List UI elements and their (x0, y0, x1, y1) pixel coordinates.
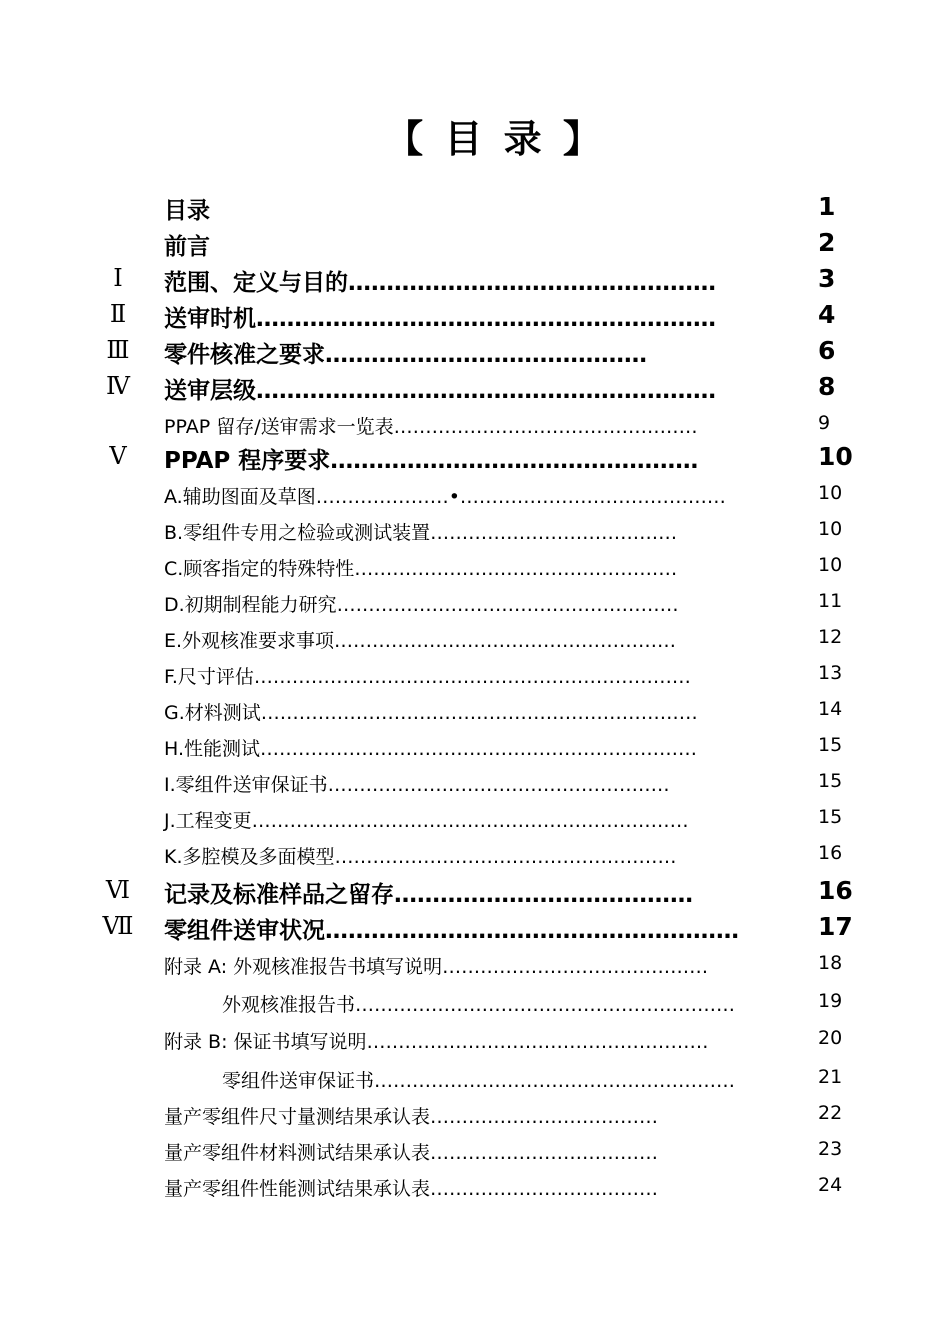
toc-entry-label: 附录 B: 保证书填写说明……………………………………………… (164, 1031, 709, 1053)
toc-entry-label: F.尺寸评估…………………………………………………………… (164, 666, 691, 688)
toc-entry-number: Ⅱ (109, 300, 127, 328)
toc-entry-label: 目录 (164, 198, 210, 224)
toc-entry-page: 22 (818, 1102, 843, 1124)
toc-entry-page: 10 (818, 482, 843, 504)
toc-entry-label: 送审时机…………………………………………………… (164, 306, 716, 332)
toc-entry-number: Ⅶ (102, 912, 134, 940)
toc-entry-page: 14 (818, 698, 843, 720)
toc-entry-page: 3 (818, 264, 836, 293)
toc-entry-number: Ⅵ (105, 876, 131, 904)
toc-entry-page: 16 (818, 842, 843, 864)
toc-entry-number: Ⅰ (113, 264, 123, 292)
toc-entry-label: E.外观核准要求事项……………………………………………… (164, 630, 677, 652)
toc-entry-label: 零组件送审状况……………………………………………… (164, 918, 739, 944)
toc-entry-label: 范围、定义与目的………………………………………… (164, 270, 716, 296)
toc-entry-number: Ⅴ (109, 442, 127, 470)
toc-entry-page: 23 (818, 1138, 843, 1160)
toc-entry-label: 量产零组件尺寸量测结果承认表……………………………… (164, 1106, 659, 1128)
toc-entry-label: 前言 (164, 234, 210, 260)
toc-entry-page: 18 (818, 952, 843, 974)
toc-entry-number: Ⅳ (106, 372, 130, 400)
toc-entry-page: 8 (818, 372, 836, 401)
toc-entry-label: 外观核准报告书…………………………………………………… (222, 994, 736, 1016)
toc-entry-page: 19 (818, 990, 843, 1012)
toc-entry-label: I.零组件送审保证书……………………………………………… (164, 774, 670, 796)
toc-entry-page: 21 (818, 1066, 843, 1088)
toc-entry-label: 附录 A: 外观核准报告书填写说明…………………………………… (164, 956, 709, 978)
toc-entry-label: 记录及标准样品之留存………………………………… (164, 882, 693, 908)
toc-entry-label: J.工程变更…………………………………………………………… (164, 810, 689, 832)
toc-entry-page: 4 (818, 300, 836, 329)
toc-entry-page: 9 (818, 412, 831, 434)
toc-entry-label: A.辅助图面及草图…………………•…………………………………… (164, 486, 726, 508)
toc-entry-label: 送审层级…………………………………………………… (164, 378, 716, 404)
toc-entry-page: 10 (818, 554, 843, 576)
toc-entry-page: 12 (818, 626, 843, 648)
toc-entry-page: 15 (818, 806, 843, 828)
toc-entry-page: 20 (818, 1027, 843, 1049)
toc-entry-label: G.材料测试…………………………………………………………… (164, 702, 698, 724)
toc-entry-label: D.初期制程能力研究……………………………………………… (164, 594, 679, 616)
toc-entry-label: 零件核准之要求…………………………………… (164, 342, 647, 368)
toc-entry-page: 10 (818, 518, 843, 540)
toc-entry-label: B.零组件专用之检验或测试装置………………………………… (164, 522, 678, 544)
toc-entry-label: 量产零组件性能测试结果承认表……………………………… (164, 1178, 659, 1200)
page-title: 【 目 录 】 (385, 117, 605, 161)
toc-entry-number: Ⅲ (106, 336, 130, 364)
toc-entry-page: 15 (818, 734, 843, 756)
toc-entry-page: 16 (818, 876, 853, 905)
toc-entry-label: 零组件送审保证书………………………………………………… (222, 1070, 736, 1092)
toc-entry-page: 13 (818, 662, 843, 684)
toc-entry-page: 17 (818, 912, 853, 941)
toc-entry-page: 15 (818, 770, 843, 792)
toc-entry-page: 24 (818, 1174, 843, 1196)
toc-entry-label: K.多腔模及多面模型……………………………………………… (164, 846, 677, 868)
toc-entry-label: PPAP 留存/送审需求一览表………………………………………… (164, 416, 698, 438)
toc-entry-label: H.性能测试…………………………………………………………… (164, 738, 697, 760)
toc-entry-label: C.顾客指定的特殊特性…………………………………………… (164, 558, 678, 580)
toc-entry-page: 2 (818, 228, 836, 257)
toc-entry-label: PPAP 程序要求………………………………………… (164, 448, 699, 474)
toc-entry-page: 1 (818, 192, 836, 221)
toc-entry-page: 11 (818, 590, 843, 612)
toc-entry-page: 10 (818, 442, 853, 471)
toc-entry-label: 量产零组件材料测试结果承认表……………………………… (164, 1142, 659, 1164)
toc-entry-page: 6 (818, 336, 836, 365)
